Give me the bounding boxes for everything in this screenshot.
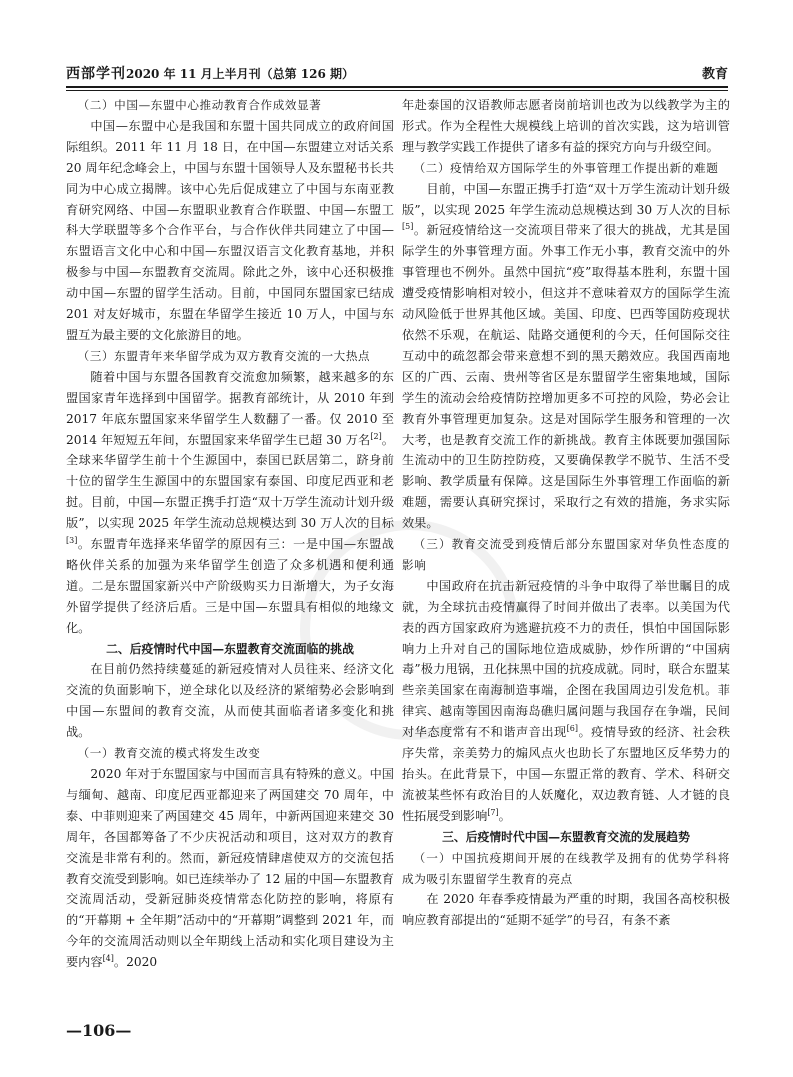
paragraph-text: （一）中国抗疫期间开展的在线教学及拥有的优势学科将成为吸引东盟留学生教育的亮点: [402, 850, 730, 886]
subsection-heading: [66, 346, 394, 367]
body-paragraph: [66, 116, 394, 346]
citation-ref: [2]: [370, 431, 382, 441]
subsection-heading: [402, 848, 730, 890]
paragraph-text: （一）教育交流的模式将发生改变: [77, 746, 261, 761]
paragraph-text: 在目前仍然持续蔓延的新冠疫情对人员往来、经济文化交流的负面影响下，逆全球化以及经济的紧缩势必会影响到中国—东盟间的教育交流，从而使其面临者诸多变化和挑战。: [66, 662, 394, 740]
running-header: [66, 60, 728, 84]
subsection-heading: [402, 534, 730, 576]
paragraph-text: 目前，中国—东盟正携手打造“双十万学生流动计划升级版”，以实现 2025 年学生流动总规模达到 30 万人次的目标: [402, 181, 730, 217]
paragraph-text: 。全球来华留学生前十个生源国中，泰国已跃居第二，跻身前十位的留学生生源国中的东盟国家有泰国、印度尼西亚和老挝。目前，中国—东盟正携手打造“双十万学生流动计划升级版”，以实现 2025 年学生流动总规模达到 30 万人次的目标: [66, 432, 394, 531]
left-column: [66, 95, 394, 973]
citation-ref: [5]: [402, 222, 414, 232]
section-heading: [402, 827, 730, 848]
citation-ref: [4]: [102, 954, 114, 964]
paragraph-text: 二、后疫情时代中国—东盟教育交流面临的挑战: [106, 641, 354, 656]
section-heading: [66, 639, 394, 660]
paragraph-text: 中国—东盟中心是我国和东盟十国共同成立的政府间国际组织。2011 年 11 月 18 日，在中国—东盟建立对话关系 20 周年纪念峰会上，中国与东盟十国领导人及东盟秘书长共同为中心成立揭牌。该中心先后促成建立了中国与东南亚教育研究网络、中国—东盟职业教育合作联盟、中国—东盟工科大学联盟等多个合作平台，与合作伙伴共同建立了中国—东盟语言文化中心和中国—东盟汉语言文化教育基地，并积极参与中国—东盟教育交流周。除此之外，该中心还积极推动中国—东盟的留学生活动。目前，中国同东盟国家已结成 201 对友好城市，东盟在华留学生接近 10 万人，中国与东盟互为最主要的文化旅游目的地。: [66, 118, 394, 342]
paragraph-text: 年赴泰国的汉语教师志愿者岗前培训也改为以线教学为主的形式。作为全程性大规模线上培训的首次实践，这为培训管理与教学实践工作提供了诸多有益的探究方向与升级空间。: [402, 98, 730, 154]
citation-ref: [3]: [66, 535, 78, 545]
paragraph-text: 2020 年对于东盟国家与中国而言具有特殊的意义。中国与缅甸、越南、印度尼西亚都迎来了两国建交 70 周年，中泰、中菲则迎来了两国建交 45 周年，中新两国迎来建交 30 周年，各国都筹备了不少庆祝活动和项目，这对双方的教育交流是非常有利的。然而，新冠疫情肆虐使双方的交流包括教育交流受到影响。如已连续举办了 12 届的中国—东盟教育交流周活动，受新冠肺炎疫情常态化防控的影响，将原有的“开幕期 + 全年期”活动中的“开幕期”调整到 2021 年，而今年的交流周活动则以全年期线上活动和实化项目建设为主要内容: [66, 767, 394, 970]
subsection-heading: [402, 158, 730, 179]
paragraph-text: 在 2020 年春季疫情最为严重的时期，我国各高校积极响应教育部提出的“延期不延学”的号召，有条不紊: [402, 892, 730, 928]
paragraph-text: （二）中国—东盟中心推动教育合作成效显著: [77, 98, 322, 112]
paragraph-text: 中国政府在抗击新冠疫情的斗争中取得了举世瞩目的成就，为全球抗击疫情赢得了时间并做出了表率。以美国为代表的西方国家政府为逃避抗疫不力的责任，惧怕中国国际影响力上升对自己的国际地位造成威胁，炒作所谓的“中国病毒”极力甩锅，丑化抹黑中国的抗疫成就。同时，联合东盟某些亲美国家在南海制造事端，企图在我国周边引发危机。菲律宾、越南等国因南海岛礁归属问题与我国存在争端，民间对华态度常有不和谐声音出现: [402, 578, 730, 740]
paragraph-text: 。疫情导致的经济、社会秩序失常，亲美势力的煽风点火也助长了东盟地区反华势力的抬头。在此背景下，中国—东盟正常的教育、学术、科研交流被某些怀有政治目的人妖魔化，双边教育链、人才链的良性拓展受到影响: [402, 725, 731, 823]
body-paragraph: [66, 764, 394, 973]
header-issue: 2020 年 11 月上半月刊（总第 126 期）: [126, 67, 355, 81]
header-rule-thick: [66, 86, 728, 88]
paragraph-text: 。东盟青年选择来华留学的原因有三：一是中国—东盟战略伙伴关系的加强为来华留学生创造了众多机遇和便利通道。二是东盟国家新兴中产阶级购买力日渐增大，为子女海外留学提供了经济后盾。三是中国—东盟具有相似的地缘文化。: [66, 537, 394, 635]
paragraph-text: （二）疫情给双方国际学生的外事管理工作提出新的难题: [413, 160, 719, 175]
body-paragraph: [66, 367, 394, 639]
citation-ref: [7]: [487, 807, 499, 817]
body-paragraph: [66, 659, 394, 743]
journal-logo: 西部学刊: [66, 66, 126, 82]
header-journal: [66, 63, 354, 83]
right-column: [402, 95, 730, 931]
paragraph-text: 。2020: [113, 955, 158, 970]
header-section: 教育: [701, 67, 728, 82]
paragraph-text: 随着中国与东盟各国教育交流愈加频繁，越来越多的东盟国家青年选择到中国留学。据教育部统计，从 2010 年到 2017 年底东盟国家来华留学生人数翻了一番。仅 2010 至 2014 年短短五年间，东盟国家来华留学生已超 30 万名: [66, 369, 394, 447]
body-paragraph: [402, 95, 730, 158]
body-paragraph: [402, 576, 730, 827]
citation-ref: [6]: [566, 724, 579, 734]
paragraph-text: 。新冠疫情给这一交流项目带来了很大的挑战，尤其是国际学生的外事管理方面。外事工作无小事，教育交流中的外事管理也不例外。虽然中国抗“疫”取得基本胜利，东盟十国遭受疫情影响相对较小，但这并不意味着双方的国际学生流动风险低于世界其他区域。美国、印度、巴西等国防疫现状依然不乐观，在航运、陆路交通便利的今天，任何国际交往互动中的疏忽都会带来意想不到的黑天鹅效应。我国西南地区的广西、云南、贵州等省区是东盟留学生密集地域，国际学生的流动会给疫情防控增加更多不可控的风险，势必会让教育外事管理更加复杂。这是对国际学生服务和管理的一次大考，也是教育交流工作的新挑战。教育主体既要加强国际生流动中的卫生防控防疫，又要确保教学不脱节、生活不受影响、教学质量有保障。这是国际生外事管理工作面临的新难题，需要认真研究探讨，采取行之有效的措施，务求实际效果。: [402, 223, 730, 531]
body-paragraph: [402, 179, 730, 534]
paragraph-text: （三）教育交流受到疫情后部分东盟国家对华负性态度的影响: [402, 537, 730, 572]
paragraph-text: 三、后疫情时代中国—东盟教育交流的发展趋势: [442, 829, 690, 844]
paragraph-text: 。: [498, 808, 511, 823]
page-number: —106—: [66, 1021, 132, 1040]
subsection-heading: [66, 95, 394, 116]
header-rule-thin: [66, 90, 728, 91]
body-paragraph: [402, 889, 730, 931]
subsection-heading: [66, 743, 394, 764]
paragraph-text: （三）东盟青年来华留学成为双方教育交流的一大热点: [77, 348, 371, 363]
